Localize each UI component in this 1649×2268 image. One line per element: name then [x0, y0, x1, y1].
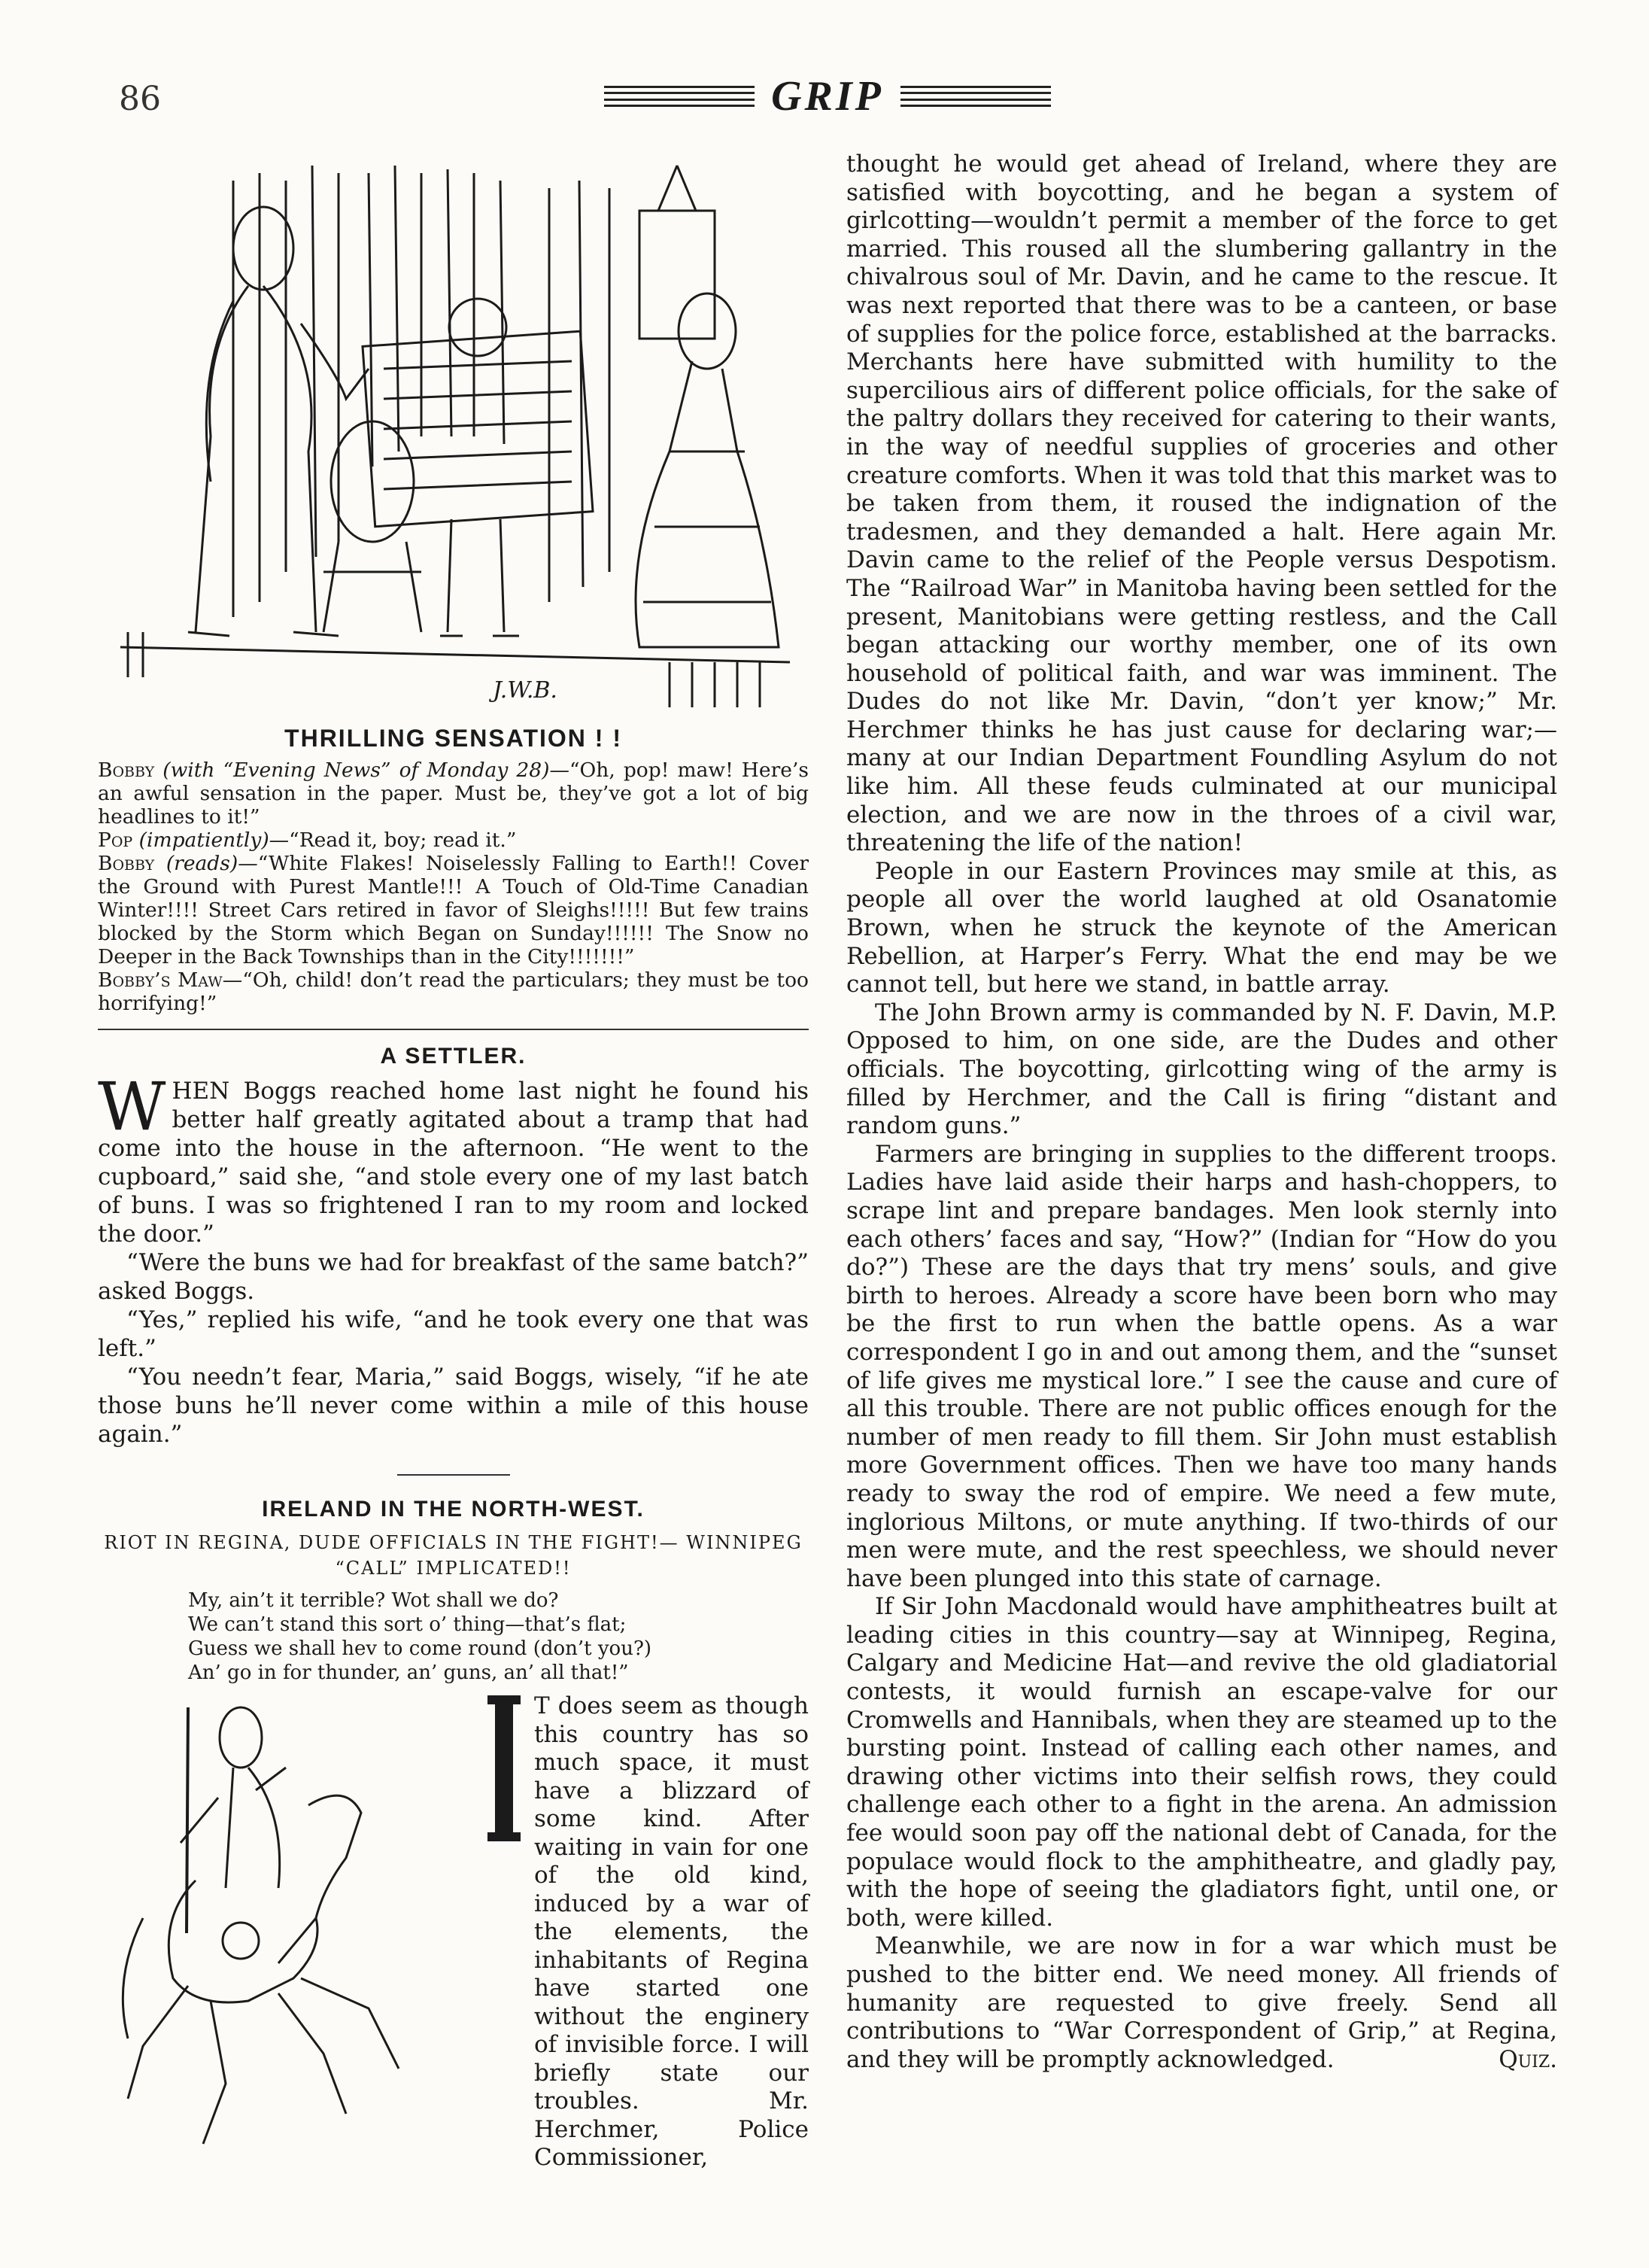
- rider-illustration: [98, 1692, 440, 2159]
- verse-line: An’ go in for thunder, an’ guns, an’ all that!”: [188, 1661, 629, 1684]
- cartoon-caption: [98, 759, 809, 1015]
- verse-line: We can’t stand this sort o’ thing—that’s flat;: [188, 1613, 627, 1636]
- article-paragraph: “You needn’t fear, Maria,” said Boggs, wisely, “if he ate those buns he’ll never come within a mile of this house again.”: [98, 1364, 809, 1448]
- page-header: [0, 66, 1649, 126]
- article-paragraph: Meanwhile, we are now in for a war which must be pushed to the bitter end. We need money. All friends of humanity are requested to give freely. Send all contributions to “War Correspondent of Grip,” at Regina, and they will be promptly acknowledged. Quiz.: [846, 1932, 1557, 2073]
- article-paragraph: If Sir John Macdonald would have amphitheatres built at leading cities in this country—say at Winnipeg, Regina, Calgary and Medicine Hat—and revive the old gladiatorial contests, it would furnish an escape-valve for our Cromwells and Hannibals, when they are steamed up to the bursting point. Instead of calling each other names, and drawing other victims into their selfish rows, they could challenge each other to a fight in the arena. An admission fee would soon pay off the national debt of Canada, for the populace would flock to the amphitheatre, and gladly pay, with the hope of seeing the gladiators fight, until one, or both, were killed.: [846, 1593, 1557, 1932]
- settler-title: A SETTLER.: [380, 1044, 527, 1069]
- artist-signature: J.W.B.: [493, 677, 557, 704]
- right-column: [846, 150, 1557, 2074]
- rider-block: [98, 1692, 809, 2171]
- article-paragraph: T does seem as though this country has so much space, it must have a blizzard of some kind. After waiting in vain for one of the old kind, induced by a war of the elements, the inhabitants of Regina have started one without the enginery of invisible force. I will briefly state our troubles. Mr. Herchmer, Police Commissioner,: [534, 1692, 809, 2171]
- article-paragraph: WHEN Boggs reached home last night he found his better half greatly agitated about a tramp that had come into the house in the afternoon. “He went to the cupboard,” said she, “and stole every one of my last batch of buns. I was so frightened I ran to my room and locked the door.”: [98, 1068, 809, 1248]
- masthead: [572, 66, 1083, 126]
- verse-line: My, ain’t it terrible? Wot shall we do?: [188, 1589, 559, 1612]
- article-paragraph: Farmers are bringing in supplies to the different troops. Ladies have laid aside their harps and hash-choppers, to scrape lint and prepare bandages. Men look sternly into each others’ faces and say, “How?” (Indian for “How do you do?”) These are the days that try mens’ souls, and give birth to heroes. Already a score have been born who may be the first to run when the battle opens. As a war correspondent I go in and out among them, and the “sunset of life gives me mystical lore.” I see the cause and cure of all this trouble. There are not public offices enough for the number of men ready to fill them. Sir John must establish more Government offices. Then we have too many hands ready to sway the rod of empire. We need a few mute, inglorious Miltons, or mute anything. If two-thirds of our men were mute, and the rest speechless, we should never have been plunged into this state of carnage.: [846, 1140, 1557, 1592]
- drop-cap: W: [98, 1068, 166, 1145]
- article-paragraph: The John Brown army is commanded by N. F. Davin, M.P. Opposed to him, on one side, are the Dudes and other officials. The boycotting, girlcotting wing of the army is filled by Herchmer, and the Call is firing “distant and random guns.”: [846, 999, 1557, 1140]
- rider-drawing: [98, 1692, 440, 2159]
- caption-line: Bobby (reads)—“White Flakes! Noiselessly Falling to Earth!! Cover the Ground with Purest Mantle!!! A Touch of Old-Time Canadian Winter!!!! Street Cars retired in favor of Sleighs!!!!! But few trains blocked by the Storm which Began on Sunday!!!!!! The Snow no Deeper in the Back Townships than in the City!!!!!!!”: [98, 852, 809, 968]
- ireland-title: IRELAND IN THE NORTH-WEST.: [262, 1497, 645, 1522]
- cartoon-illustration: [98, 150, 809, 719]
- settler-article: [98, 1068, 809, 1449]
- masthead-title: GRIP: [771, 73, 884, 120]
- verse: [188, 1589, 809, 1685]
- section-divider: [98, 1029, 809, 1030]
- short-divider: [397, 1474, 510, 1476]
- left-column: [98, 150, 809, 2171]
- caption-line: Bobby (with “Evening News” of Monday 28)—“Oh, pop! maw! Here’s an awful sensation in the paper. Must be, they’ve got a lot of big headlines to it!”: [98, 759, 809, 828]
- masthead-rule-left: [604, 86, 755, 107]
- drop-cap-i: [480, 1695, 528, 1846]
- article-paragraph: “Yes,” replied his wife, “and he took every one that was left.”: [98, 1306, 809, 1362]
- article-paragraph: thought he would get ahead of Ireland, where they are satisfied with boycotting, and he began a system of girlcotting—wouldn’t permit a member of the force to get married. This roused all the slumbering gallantry in the chivalrous soul of Mr. Davin, and he came to the rescue. It was next reported that there was to be a canteen, or base of supplies for the police force, established at the barracks. Merchants here have submitted with humility to the supercilious airs of different police officials, for the sake of the paltry dollars they received for catering to their wants, in the way of needful supplies of groceries and other creature comforts. When it was told that this market was to be taken from them, it roused the indignation of the tradesmen, and they demanded a halt. Here again Mr. Davin came to the relief of the People versus Despotism. The “Railroad War” in Manitoba having been settled for the present, Manitobians were getting restless, and the Call began attacking our worthy member, one of its own household of political faith, and war was imminent. The Dudes do not like Mr. Davin, “don’t yer know;” Mr. Herchmer thinks he has just cause for declaring war;—many at our Indian Department Foundling Asylum do not like him. All these feuds culminated at our municipal election, and we are now in the throes of a civil war, threatening the life of the nation!: [846, 150, 1557, 857]
- article-paragraph: People in our Eastern Provinces may smile at this, as people all over the world laughed at old Osanatomie Brown, when he struck the keynote of the American Rebellion, at Harper’s Ferry. What the end may be we cannot tell, but here we stand, in battle array.: [846, 857, 1557, 999]
- masthead-rule-right: [900, 86, 1051, 107]
- author-signature: Quiz.: [1499, 2045, 1557, 2073]
- ireland-continued: [846, 150, 1557, 2074]
- caption-line: Pop (impatiently)—“Read it, boy; read it.”: [98, 828, 517, 852]
- ireland-opening: [534, 1692, 809, 2172]
- caption-line: Bobby’s Maw—“Oh, child! don’t read the particulars; they must be too horrifying!”: [98, 968, 809, 1015]
- ireland-subhead: RIOT IN REGINA, DUDE OFFICIALS IN THE FIGHT!— WINNIPEG “CALL” IMPLICATED!!: [104, 1532, 803, 1579]
- verse-line: Guess we shall hev to come round (don’t you?): [188, 1637, 652, 1660]
- article-paragraph: “Were the buns we had for breakfast of the same batch?” asked Boggs.: [98, 1249, 809, 1305]
- cartoon-drawing: [98, 150, 809, 719]
- page-number: 86: [119, 80, 161, 118]
- cartoon-title: THRILLING SENSATION ! !: [284, 725, 622, 752]
